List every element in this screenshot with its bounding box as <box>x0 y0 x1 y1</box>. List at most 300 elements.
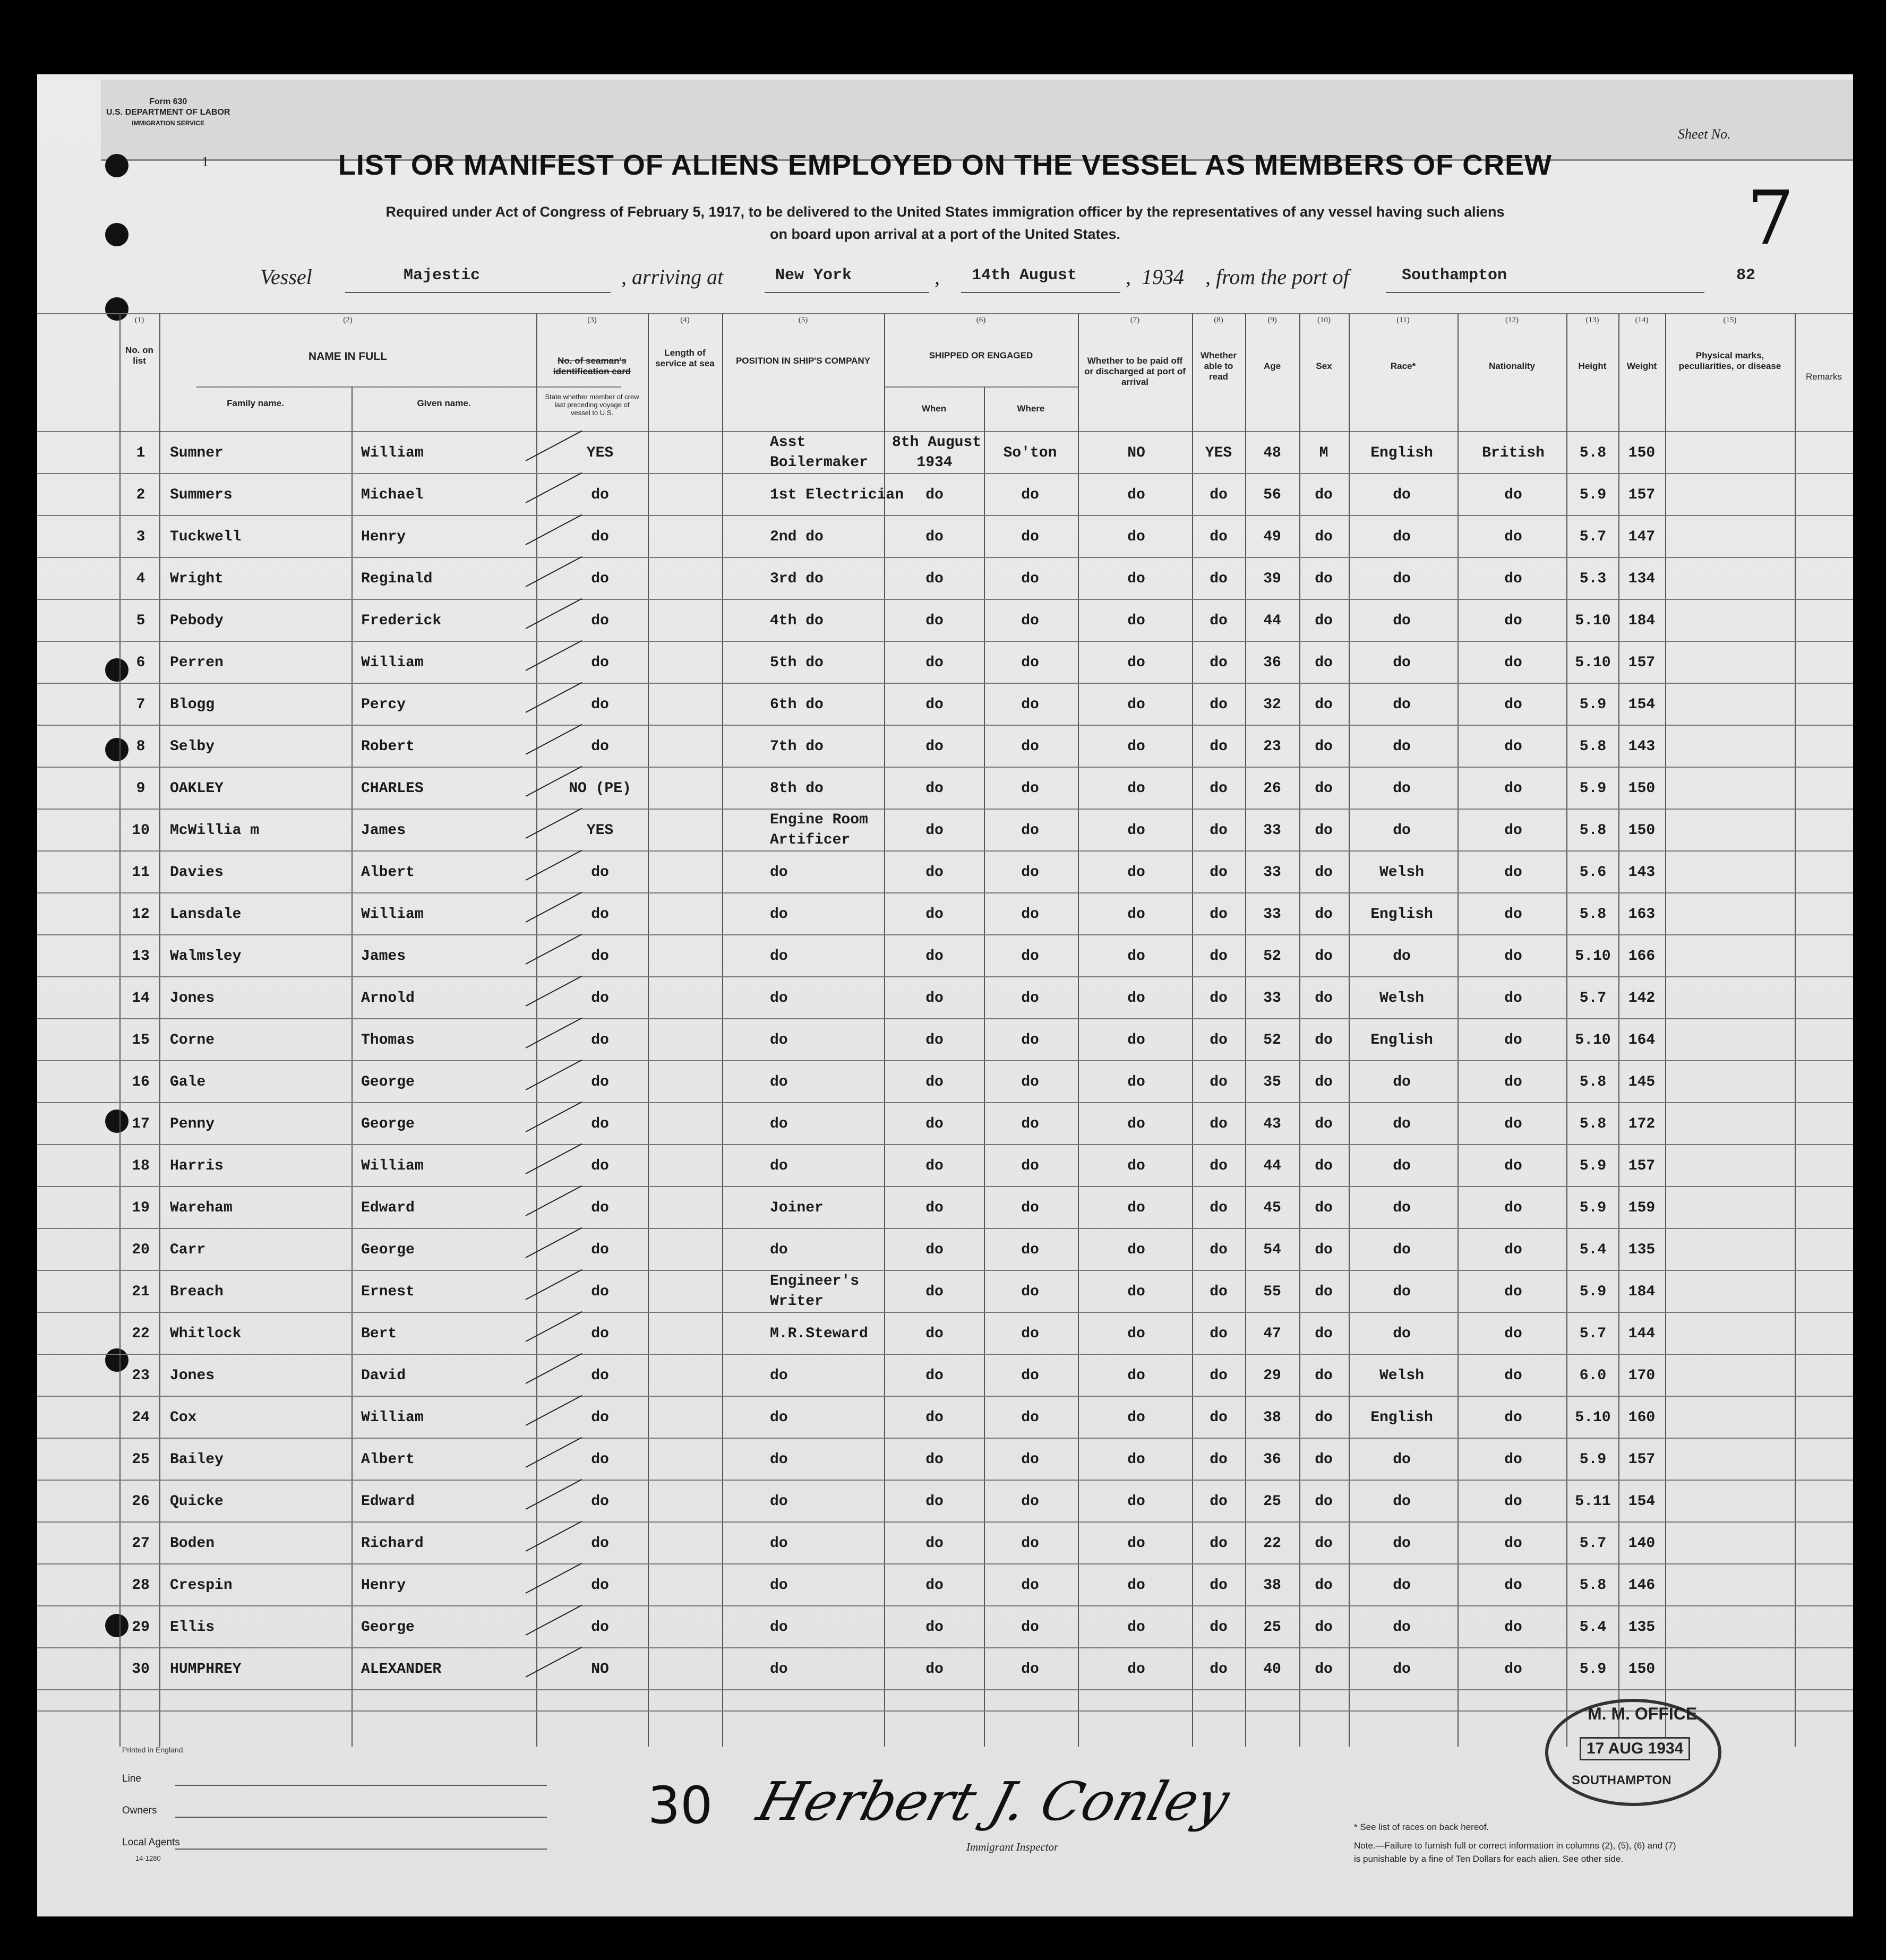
cell-family: Wareham <box>170 1200 233 1216</box>
cell-weight: 147 <box>1628 529 1656 545</box>
cell-age: 33 <box>1263 864 1281 881</box>
row-rule <box>37 1270 1853 1271</box>
cell-race: do <box>1393 1451 1411 1468</box>
cell-nat: do <box>1504 906 1522 923</box>
cell-nat: do <box>1504 822 1522 839</box>
cell-prev: do <box>591 1158 609 1174</box>
cell-height: 5.8 <box>1579 738 1607 755</box>
cell-read: do <box>1210 1200 1228 1216</box>
cell-position: do <box>770 1409 788 1426</box>
cell-nat: do <box>1504 948 1522 965</box>
cell-family: Carr <box>170 1242 206 1258</box>
cell-weight: 143 <box>1628 864 1656 881</box>
cell-height: 5.9 <box>1579 1200 1607 1216</box>
cell-where: do <box>1021 864 1039 881</box>
cell-read: do <box>1210 571 1228 587</box>
cell-weight: 150 <box>1628 822 1656 839</box>
cell-prev: do <box>591 1577 609 1594</box>
cell-read: do <box>1210 697 1228 713</box>
cell-paid: do <box>1127 1619 1145 1636</box>
cell-prev: do <box>591 738 609 755</box>
cell-paid: do <box>1127 864 1145 881</box>
cell-position: do <box>770 1661 788 1678</box>
header-nationality: Nationality <box>1489 361 1535 371</box>
row-rule <box>37 1605 1853 1606</box>
fine-note-2: is punishable by a fine of Ten Dollars for each alien. See other side. <box>1354 1854 1624 1864</box>
cell-weight: 154 <box>1628 1493 1656 1510</box>
cell-nat: do <box>1504 655 1522 671</box>
cell-race: do <box>1393 571 1411 587</box>
cell-given: Arnold <box>361 990 415 1007</box>
cell-given: Albert <box>361 864 415 881</box>
cell-paid: do <box>1127 613 1145 629</box>
cell-paid: do <box>1127 1326 1145 1342</box>
cell-where: do <box>1021 1409 1039 1426</box>
cell-sex: do <box>1315 1619 1333 1636</box>
cell-age: 33 <box>1263 822 1281 839</box>
row-rule <box>37 1563 1853 1564</box>
form-info <box>106 97 230 128</box>
cell-family: Summers <box>170 487 233 503</box>
cell-nat: British <box>1482 445 1545 461</box>
cell-read: do <box>1210 1577 1228 1594</box>
cell-height: 5.9 <box>1579 1284 1607 1300</box>
cell-position: do <box>770 1032 788 1048</box>
cell-family: Walmsley <box>170 948 242 965</box>
cell-when: do <box>925 906 944 923</box>
cell-read: do <box>1210 487 1228 503</box>
cell-race: do <box>1393 1074 1411 1090</box>
cell-age: 38 <box>1263 1577 1281 1594</box>
row-number: 8 <box>136 738 145 755</box>
stamp-office: M. M. OFFICE <box>1588 1704 1698 1723</box>
cell-weight: 157 <box>1628 1158 1656 1174</box>
cell-position: M.R.Steward <box>770 1326 868 1342</box>
cell-when: do <box>925 1535 944 1552</box>
header-able-to-read: Whether able to read <box>1201 350 1237 382</box>
cell-family: HUMPHREY <box>170 1661 242 1678</box>
cell-when: do <box>925 1451 944 1468</box>
row-rule <box>37 1102 1853 1103</box>
cell-age: 52 <box>1263 948 1281 965</box>
row-number: 23 <box>132 1368 150 1384</box>
cell-read: do <box>1210 1284 1228 1300</box>
cell-weight: 140 <box>1628 1535 1656 1552</box>
service: IMMIGRATION SERVICE <box>132 119 205 127</box>
cell-race: Welsh <box>1379 864 1424 881</box>
cell-when: do <box>925 571 944 587</box>
cell-given: Thomas <box>361 1032 415 1048</box>
header-race: Race* <box>1390 361 1416 371</box>
cell-when: do <box>925 1032 944 1048</box>
cell-paid: do <box>1127 948 1145 965</box>
cell-race: do <box>1393 1661 1411 1678</box>
header-family-name: Family name. <box>227 398 284 408</box>
cell-position: Engine Room <box>770 812 868 828</box>
subtitle-line-1: Required under Act of Congress of February 5, 1917, to be delivered to the United States immigration officer by the representatives of any vessel having such aliens <box>385 204 1505 220</box>
cell-given: Albert <box>361 1451 415 1468</box>
cell-prev: do <box>591 1493 609 1510</box>
cell-position: 8th do <box>770 780 824 797</box>
cell-nat: do <box>1504 780 1522 797</box>
page-title: LIST OR MANIFEST OF ALIENS EMPLOYED ON THE VESSEL AS MEMBERS OF CREW <box>338 149 1553 181</box>
vessel-name: Majestic <box>404 267 481 285</box>
cell-weight: 184 <box>1628 613 1656 629</box>
cell-paid: do <box>1127 1116 1145 1132</box>
row-number: 24 <box>132 1409 150 1426</box>
cell-sex: do <box>1315 1368 1333 1384</box>
cell-weight: 160 <box>1628 1409 1656 1426</box>
cell-read: do <box>1210 655 1228 671</box>
cell-height: 5.7 <box>1579 1326 1607 1342</box>
cell-sex: do <box>1315 1200 1333 1216</box>
cell-paid: do <box>1127 1577 1145 1594</box>
cell-race: do <box>1393 780 1411 797</box>
cell-given: David <box>361 1368 406 1384</box>
row-rule <box>37 892 1853 893</box>
cell-prev: do <box>591 1326 609 1342</box>
cell-where: do <box>1021 1535 1039 1552</box>
cell-when: do <box>925 1200 944 1216</box>
cell-weight: 172 <box>1628 1116 1656 1132</box>
cell-height: 5.10 <box>1575 1032 1611 1048</box>
cell-position2: Artificer <box>770 832 851 848</box>
cell-nat: do <box>1504 1074 1522 1090</box>
cell-where: do <box>1021 571 1039 587</box>
cell-given: Michael <box>361 487 424 503</box>
cell-where: do <box>1021 1577 1039 1594</box>
cell-when: do <box>925 1242 944 1258</box>
cell-given: ALEXANDER <box>361 1661 442 1678</box>
cell-position: do <box>770 864 788 881</box>
cell-when: do <box>925 697 944 713</box>
cell-nat: do <box>1504 1242 1522 1258</box>
cell-position: do <box>770 1535 788 1552</box>
inspector-signature: Herbert J. Conley <box>751 1770 1236 1833</box>
cell-read: do <box>1210 1661 1228 1678</box>
cell-height: 5.10 <box>1575 613 1611 629</box>
cell-height: 5.10 <box>1575 948 1611 965</box>
cell-position: 2nd do <box>770 529 824 545</box>
cell-age: 43 <box>1263 1116 1281 1132</box>
cell-prev: do <box>591 1619 609 1636</box>
cell-weight: 144 <box>1628 1326 1656 1342</box>
cell-given: James <box>361 822 406 839</box>
cell-weight: 143 <box>1628 738 1656 755</box>
cell-sex: do <box>1315 948 1333 965</box>
cell-height: 5.7 <box>1579 529 1607 545</box>
cell-family: Blogg <box>170 697 215 713</box>
alien-count: 30 <box>648 1776 713 1835</box>
owners-label: Owners <box>122 1805 157 1816</box>
row-number: 29 <box>132 1619 150 1636</box>
cell-read: do <box>1210 822 1228 839</box>
cell-height: 5.7 <box>1579 1535 1607 1552</box>
cell-read: do <box>1210 1242 1228 1258</box>
row-number: 17 <box>132 1116 150 1132</box>
cell-position: Joiner <box>770 1200 824 1216</box>
stamp-city: SOUTHAMPTON <box>1572 1773 1671 1787</box>
cell-read: do <box>1210 864 1228 881</box>
row-rule <box>37 1480 1853 1481</box>
cell-sex: do <box>1315 697 1333 713</box>
cell-height: 5.11 <box>1575 1493 1611 1510</box>
cell-age: 35 <box>1263 1074 1281 1090</box>
cell-race: do <box>1393 1619 1411 1636</box>
cell-prev: do <box>591 906 609 923</box>
cell-paid: do <box>1127 1074 1145 1090</box>
cell-position: do <box>770 1368 788 1384</box>
cell-age: 26 <box>1263 780 1281 797</box>
arrival-year: 1934 <box>1142 265 1184 289</box>
cell-sex: do <box>1315 864 1333 881</box>
cell-height: 5.6 <box>1579 864 1607 881</box>
cell-where: do <box>1021 990 1039 1007</box>
cell-paid: do <box>1127 990 1145 1007</box>
row-rule <box>37 1060 1853 1061</box>
binder-hole <box>105 1110 128 1133</box>
cell-where: do <box>1021 822 1039 839</box>
cell-position: do <box>770 1493 788 1510</box>
cell-sex: do <box>1315 529 1333 545</box>
cell-given: Edward <box>361 1493 415 1510</box>
cell-sex: do <box>1315 780 1333 797</box>
cell-when: do <box>925 948 944 965</box>
cell-given: CHARLES <box>361 780 424 797</box>
cell-paid: do <box>1127 738 1145 755</box>
cell-position: 6th do <box>770 697 824 713</box>
cell-race: Welsh <box>1379 1368 1424 1384</box>
cell-weight: 170 <box>1628 1368 1656 1384</box>
cell-given: Frederick <box>361 613 442 629</box>
row-number: 22 <box>132 1326 150 1342</box>
cell-family: Penny <box>170 1116 215 1132</box>
cell-where: do <box>1021 487 1039 503</box>
cell-age: 33 <box>1263 990 1281 1007</box>
cell-when: 8th August <box>892 434 982 451</box>
cell-age: 32 <box>1263 697 1281 713</box>
cell-prev: do <box>591 1409 609 1426</box>
cell-height: 5.10 <box>1575 1409 1611 1426</box>
fine-note-1: Note.—Failure to furnish full or correct information in columns (2), (5), (6) and (7) <box>1354 1841 1676 1851</box>
cell-paid: do <box>1127 1661 1145 1678</box>
cell-race: do <box>1393 1326 1411 1342</box>
cell-nat: do <box>1504 1661 1522 1678</box>
cell-read: do <box>1210 1535 1228 1552</box>
cell-prev: do <box>591 1242 609 1258</box>
row-rule <box>37 934 1853 935</box>
cell-prev: do <box>591 948 609 965</box>
header-sex: Sex <box>1316 361 1332 371</box>
cell-read: do <box>1210 1116 1228 1132</box>
cell-sex: do <box>1315 487 1333 503</box>
row-number: 21 <box>132 1284 150 1300</box>
cell-weight: 135 <box>1628 1242 1656 1258</box>
cell-weight: 166 <box>1628 948 1656 965</box>
cell-race: do <box>1393 1200 1411 1216</box>
from-port-label: , from the port of <box>1205 265 1349 289</box>
cell-prev: do <box>591 655 609 671</box>
row-number: 28 <box>132 1577 150 1594</box>
cell-where: do <box>1021 906 1039 923</box>
cell-read: do <box>1210 1619 1228 1636</box>
cell-when: do <box>925 1493 944 1510</box>
cell-given: George <box>361 1116 415 1132</box>
cell-where: do <box>1021 1368 1039 1384</box>
cell-nat: do <box>1504 1535 1522 1552</box>
form-number: Form 630 <box>149 97 187 106</box>
cell-height: 5.8 <box>1579 1116 1607 1132</box>
cell-race: do <box>1393 1577 1411 1594</box>
cell-when: do <box>925 1284 944 1300</box>
row-number: 10 <box>132 822 150 839</box>
cell-nat: do <box>1504 571 1522 587</box>
cell-position: 1st Electrician <box>770 487 904 503</box>
cell-height: 5.9 <box>1579 1661 1607 1678</box>
row-number: 18 <box>132 1158 150 1174</box>
header-where: Where <box>1017 403 1045 414</box>
cell-when: do <box>925 1158 944 1174</box>
row-rule <box>37 557 1853 558</box>
cell-family: McWillia m <box>170 822 260 839</box>
manifest-sheet: Form 630 U.S. DEPARTMENT OF LABOR IMMIGRATION SERVICE 1 LIST OR MANIFEST OF ALIENS EMPLOYED ON THE VESSEL AS MEMBERS OF CREW Required under Act of Congress of February 5, 1917, to be delivered to the United States immigration officer by the representatives of any vessel having such aliens on board upon arrival at a port of the United States. Sheet No. 7 Vessel Majestic , arriving at New York , 14th August , 1934 , from the port of Southampton 82 (1) (2) (3) (4) (5) (6) (7) (8) (9) (10) (11) (12) (13) (14) (15) No. on list NAME IN FULL Family name. Given name. No. of seaman's identification card State whether member of crew last preceding voyage of vessel to U.S. Length of service at sea POSITION IN SHIP'S COMPANY SHIPPED OR ENGAGED When Where Whether to be paid off or discharged at port of arrival Whether able to read Age Sex Race* Nationality Height Weight Physical marks, peculiarities, or disease Remarks 1 Sumner William YES Asst Boilermaker 8th August 1934 So'ton NO YES 48 M English British 5.8 150 2 Summers Michael do 1st Electrician do do do do 56 do do do 5.9 157 3 Tuckwell Henry do 2nd do do do do do 49 do do do 5.7 147 4 Wright Reginald do 3rd do do do do do 39 do do do 5.3 134 5 Pebody Frederick do 4th do do do do do 44 do do do 5.10 184 6 Perren William do 5th do do do do do 36 do do do 5.10 157 7 Blogg Percy do 6th do do do do do 32 do do do 5.9 154 8 Selby Robert do 7th do do do do do 23 do do do 5.8 143 9 OAKLEY CHARLES NO (PE) 8th do do do do do 26 do do do 5.9 150 10 McWillia m James YES Engine Room Artificer do do do do 33 do do do 5.8 150 11 Davies Albert do do do do do do 33 do Welsh do 5.6 143 12 Lansdale William do do do do do do 33 do English do 5.8 163 13 Walmsley James do do do do do do 52 do do do 5.10 166 14 Jones Arnold do do do do do do 33 do Welsh do 5.7 142 15 Corne Thomas do do do do do do 52 do English do 5.10 164 16 Gale George do do do do do do 35 do do do 5.8 145 17 Penny George do do do do do do 43 do do do 5.8 172 18 Harris William do do do do do do 44 do do do 5.9 157 19 Wareham Edward do Joiner do do do do 45 do do do 5.9 159 20 Carr George do do do do do do 54 do do do 5.4 135 21 Breach Ernest do Engineer's Writer do do do do 55 do do do 5.9 184 22 Whitlock Bert do M.R.Steward do do do do 47 do do do 5.7 144 23 Jones David do do do do do do 29 do Welsh do 6.0 170 24 Cox William do do do do do do 38 do English do 5.10 160 25 Bailey Albert do do do do do do 36 do do do 5.9 157 26 Quicke Edward do do do do do do 25 do do do 5.11 154 27 Boden Richard do do do do do do 22 do do do 5.7 140 28 Crespin Henry do do do do do do 38 do do do 5.8 146 29 Ellis George do do do do do do 25 do do do 5.4 135 30 HUMPHREY ALEXANDER NO do do do do do 40 do do do 5.9 150 Printed in England. Line Owners Local Agents 14-1280 30 Herbert J. Conley Immigrant Inspector * See list of races on back hereof. Note.—Failure to furnish full or correct information in columns (2), (5), (6) and (7) is punishable by a fine of Ten Dollars for each alien. See other side. M. M. OFFICE 17 AUG 1934 SOUTHAMPTON <box>37 74 1853 1916</box>
cell-height: 5.4 <box>1579 1242 1607 1258</box>
row-rule <box>37 515 1853 516</box>
row-rule <box>37 1689 1853 1690</box>
cell-weight: 142 <box>1628 990 1656 1007</box>
cell-when: do <box>925 487 944 503</box>
cell-where: do <box>1021 1326 1039 1342</box>
header-top-rule <box>37 313 1853 314</box>
row-number: 15 <box>132 1032 150 1048</box>
cell-family: Sumner <box>170 445 224 461</box>
header-position: POSITION IN SHIP'S COMPANY <box>735 356 871 366</box>
cell-nat: do <box>1504 697 1522 713</box>
cell-nat: do <box>1504 1619 1522 1636</box>
cell-prev: do <box>591 571 609 587</box>
cell-age: 49 <box>1263 529 1281 545</box>
row-rule <box>37 725 1853 726</box>
cell-age: 33 <box>1263 906 1281 923</box>
cell-given: James <box>361 948 406 965</box>
cell-sex: M <box>1319 445 1328 461</box>
cell-height: 5.9 <box>1579 487 1607 503</box>
cell-where: do <box>1021 1074 1039 1090</box>
cell-position: do <box>770 1158 788 1174</box>
row-number: 3 <box>136 529 145 545</box>
cell-position: do <box>770 1619 788 1636</box>
cell-prev: YES <box>586 822 614 839</box>
cell-given: Henry <box>361 1577 406 1594</box>
cell-where: do <box>1021 1200 1039 1216</box>
cell-paid: do <box>1127 655 1145 671</box>
cell-prev: do <box>591 1116 609 1132</box>
cell-race: do <box>1393 948 1411 965</box>
cell-race: do <box>1393 822 1411 839</box>
header-no-on-list: No. on list <box>125 345 153 366</box>
cell-paid: do <box>1127 906 1145 923</box>
row-rule <box>37 1438 1853 1439</box>
row-number: 19 <box>132 1200 150 1216</box>
header-paid-off: Whether to be paid off or discharged at port of arrival <box>1084 356 1186 387</box>
cell-read: do <box>1210 1032 1228 1048</box>
cell-age: 47 <box>1263 1326 1281 1342</box>
cell-nat: do <box>1504 1284 1522 1300</box>
row-rule <box>37 1396 1853 1397</box>
cell-sex: do <box>1315 1116 1333 1132</box>
cell-given: Edward <box>361 1200 415 1216</box>
cell-weight: 163 <box>1628 906 1656 923</box>
cell-race: do <box>1393 487 1411 503</box>
cell-family: Wright <box>170 571 224 587</box>
cell-sex: do <box>1315 655 1333 671</box>
row-number: 1 <box>136 445 145 461</box>
cell-family: OAKLEY <box>170 780 224 797</box>
cell-age: 54 <box>1263 1242 1281 1258</box>
cell-position: do <box>770 948 788 965</box>
cell-family: Corne <box>170 1032 215 1048</box>
cell-family: Whitlock <box>170 1326 242 1342</box>
cell-sex: do <box>1315 1032 1333 1048</box>
cell-sex: do <box>1315 1284 1333 1300</box>
row-rule <box>37 1144 1853 1145</box>
cell-family: Jones <box>170 1368 215 1384</box>
row-number: 2 <box>136 487 145 503</box>
cell-read: do <box>1210 1074 1228 1090</box>
cell-race: do <box>1393 655 1411 671</box>
cell-paid: do <box>1127 1535 1145 1552</box>
arrival-date: 14th August <box>972 267 1077 285</box>
cell-given: George <box>361 1242 415 1258</box>
cell-position2: Boilermaker <box>770 454 868 471</box>
cell-race: do <box>1393 1116 1411 1132</box>
cell-weight: 145 <box>1628 1074 1656 1090</box>
cell-paid: do <box>1127 1200 1145 1216</box>
sheet-no-label: Sheet No. <box>1678 126 1731 142</box>
cell-where: do <box>1021 1451 1039 1468</box>
row-rule <box>37 683 1853 684</box>
cell-where: do <box>1021 738 1039 755</box>
cell-height: 5.8 <box>1579 1577 1607 1594</box>
cell-when: do <box>925 1409 944 1426</box>
row-number: 16 <box>132 1074 150 1090</box>
cell-where: do <box>1021 1284 1039 1300</box>
cell-position: Asst <box>770 434 806 451</box>
cell-paid: do <box>1127 571 1145 587</box>
cell-where: do <box>1021 613 1039 629</box>
cell-position: do <box>770 990 788 1007</box>
binder-hole <box>105 1348 128 1372</box>
cell-when: do <box>925 1368 944 1384</box>
cell-sex: do <box>1315 906 1333 923</box>
cell-sex: do <box>1315 571 1333 587</box>
row-number: 20 <box>132 1242 150 1258</box>
cell-sex: do <box>1315 1074 1333 1090</box>
row-number: 9 <box>136 780 145 797</box>
cell-read: do <box>1210 529 1228 545</box>
cell-paid: do <box>1127 1493 1145 1510</box>
cell-prev: do <box>591 1200 609 1216</box>
row-rule <box>37 1186 1853 1187</box>
cell-height: 5.4 <box>1579 1619 1607 1636</box>
cell-age: 40 <box>1263 1661 1281 1678</box>
cell-sex: do <box>1315 1158 1333 1174</box>
binder-hole <box>105 1614 128 1637</box>
cell-nat: do <box>1504 1200 1522 1216</box>
cell-where: do <box>1021 1032 1039 1048</box>
header-given-name: Given name. <box>417 398 471 408</box>
cell-family: Lansdale <box>170 906 242 923</box>
